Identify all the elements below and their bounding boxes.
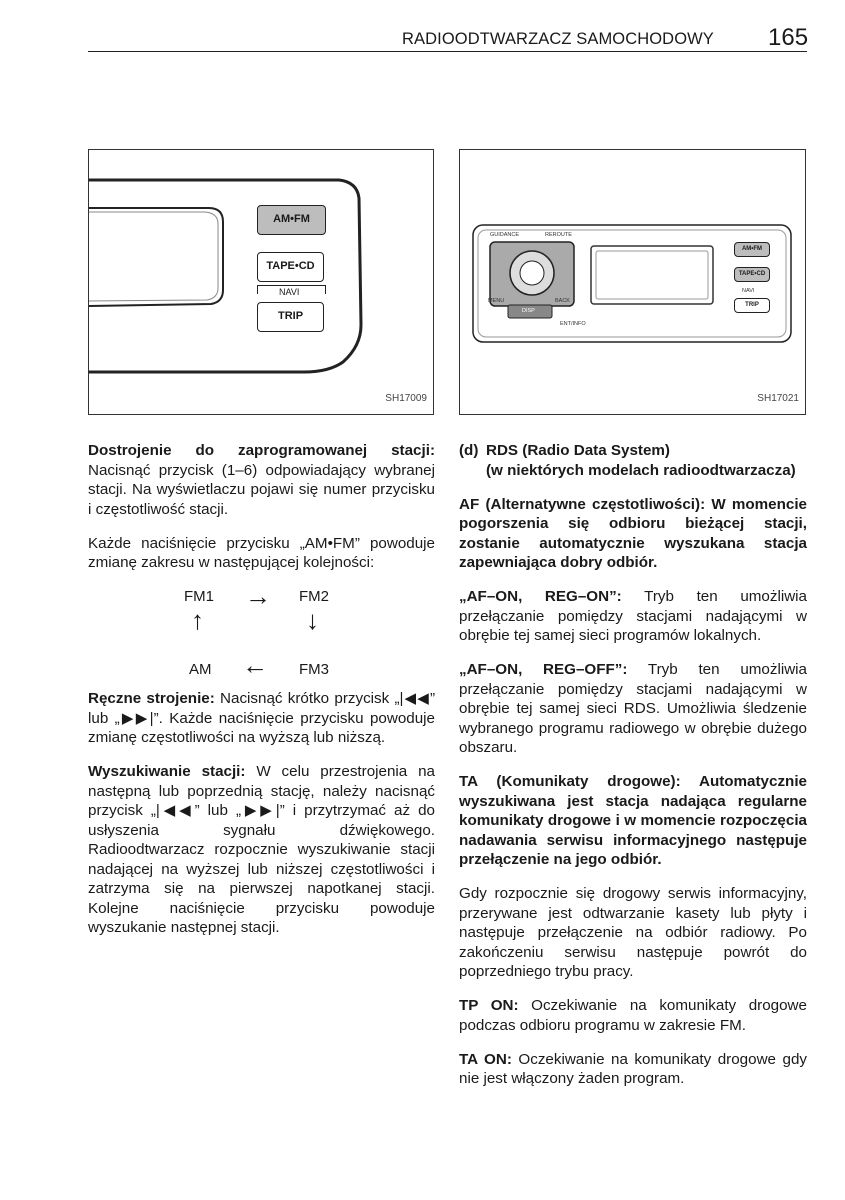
tape-cd-button: TAPE•CD: [257, 252, 324, 282]
rds-heading: [459, 441, 807, 480]
left-column: [88, 441, 435, 952]
text-tp-on: Oczekiwanie na komunikaty drogowe podczas odbioru programu w zakresie FM.: [459, 997, 807, 1034]
nav-panel-drawing: [460, 150, 807, 416]
nav-tape-cd-button: TAPE•CD: [734, 267, 770, 282]
text-manual-tuning: Nacisnąć krótko przycisk „|◀◀” lub „▶▶|”. Każde naciśnięcie przycisku powoduje zmianę częstotliwości na wyższą lub niższą.: [88, 690, 435, 746]
reroute-label: REROUTE: [545, 232, 572, 238]
figure-navigation-panel: [459, 149, 806, 415]
band-fm3: FM3: [299, 661, 329, 678]
figure-code: SH17009: [385, 393, 427, 404]
text-band-switch: Każde naciśnięcie przycisku „AM•FM” powoduje zmianę zakresu w następującej kolejności:: [88, 534, 435, 571]
navi-label: NAVI: [279, 287, 300, 297]
radio-panel-drawing: [89, 150, 435, 416]
text-station-search: W celu przestrojenia na następną lub poprzednią stację, należy nacisnąć przycisk „|◀◀” lub „▶▶|” i przytrzymać aż do usłyszenia sygnału dźwiękowego. Radioodtwarzacz rozpocznie wyszukiwanie stacji nadającej na wyższej lub niższej częstotliwości i zatrzyma się na pierwszej napotkanej stacji. Kolejne naciśnięcie przycisku powoduje wyszukanie następnej stacji.: [88, 763, 435, 936]
paragraph-ta-on: [459, 1050, 807, 1089]
text-ta-on: Oczekiwanie na komunikaty drogowe gdy nie jest włączony żaden program.: [459, 1050, 807, 1087]
term-tp-on: TP ON:: [459, 997, 519, 1014]
paragraph-preset-tuning: [88, 441, 435, 519]
term-af-on-reg-off: „AF–ON, REG–OFF”:: [459, 661, 628, 678]
figure-code: SH17021: [757, 393, 799, 404]
band-fm2: FM2: [299, 588, 329, 605]
guidance-label: GUIDANCE: [490, 232, 520, 238]
paragraph-band-switch: [88, 534, 435, 573]
paragraph-manual-tuning: [88, 689, 435, 748]
paragraph-ta: TA (Komunikaty drogowe): Automatycznie wyszukiwana jest stacja nadająca regularne komunikaty drogowe i w momencie rozpoczęcia nadawania serwisu informacyjnego następuje przełączenie na jego odbiór.: [459, 773, 807, 868]
arrow-right-icon: →: [245, 581, 271, 611]
paragraph-af-on-reg-on: [459, 587, 807, 646]
nav-am-fm-button: AM•FM: [734, 242, 770, 257]
page-number: 165: [768, 24, 809, 51]
rds-heading-line1: RDS (Radio Data System): [486, 442, 670, 459]
band-cycle-diagram: [88, 581, 435, 681]
term-ta-on: TA ON:: [459, 1050, 512, 1068]
paragraph-tp-on: [459, 996, 807, 1035]
arrow-left-icon: ←: [242, 650, 268, 680]
right-column: [459, 441, 807, 1103]
rds-heading-marker: (d): [459, 442, 479, 459]
rds-heading-line2: (w niektórych modelach radioodtwarzacza): [486, 461, 796, 479]
figure-radio-buttons: [88, 149, 434, 415]
arrow-up-icon: ↑: [191, 605, 204, 635]
term-af-on-reg-on: „AF–ON, REG–ON”:: [459, 588, 622, 605]
band-am: AM: [189, 661, 212, 678]
term-station-search: Wyszukiwanie stacji:: [88, 763, 246, 780]
text-preset-tuning: Nacisnąć przycisk (1–6) odpowiadający wybranej stacji. Na wyświetlaczu pojawi się numer przycisku i częstotliwość stacji.: [88, 461, 435, 518]
disp-label: DISP: [522, 308, 535, 314]
back-label: BACK: [555, 298, 570, 304]
nav-navi-label: NAVI: [742, 288, 755, 294]
menu-label: MENU: [488, 298, 505, 304]
am-fm-button: AM•FM: [257, 205, 326, 235]
term-manual-tuning: Ręczne strojenie:: [88, 690, 215, 707]
trip-button: TRIP: [257, 302, 324, 332]
arrow-down-icon: ↓: [306, 605, 319, 635]
paragraph-traffic-service: Gdy rozpocznie się drogowy serwis informacyjny, przerywane jest odtwarzanie kasety lub płyty i następuje przełączenie na odbiór radiowy. Po zakończeniu serwisu następuje powrót do poprzedniego trybu pracy.: [459, 885, 807, 980]
header-rule: [88, 51, 807, 52]
ent-info-label: ENT/INFO: [560, 321, 586, 327]
band-fm1: FM1: [184, 588, 214, 605]
text-af-on-reg-on: Tryb ten umożliwia przełączanie pomiędzy stacjami nadającymi w obrębie tej samej sieci programów lokalnych.: [459, 588, 808, 644]
paragraph-af-on-reg-off: [459, 660, 807, 758]
running-header: RADIOODTWARZACZ SAMOCHODOWY: [402, 30, 714, 48]
paragraph-station-search: [88, 762, 435, 938]
term-preset-tuning: Dostrojenie do zaprogramowanej stacji:: [88, 442, 435, 459]
nav-trip-button: TRIP: [734, 298, 770, 313]
paragraph-af: AF (Alternatywne częstotliwości): W momencie pogorszenia się odbioru bieżącej stacji, zostanie automatycznie wyszukana stacja zapewniająca dobry odbiór.: [459, 495, 807, 571]
text-af-on-reg-off: Tryb ten umożliwia przełączanie pomiędzy stacjami nadającymi w obrębie tej samej sieci RDS. Umożliwia śledzenie wybranego programu radiowego w obrębie dużego obszaru.: [459, 661, 807, 756]
